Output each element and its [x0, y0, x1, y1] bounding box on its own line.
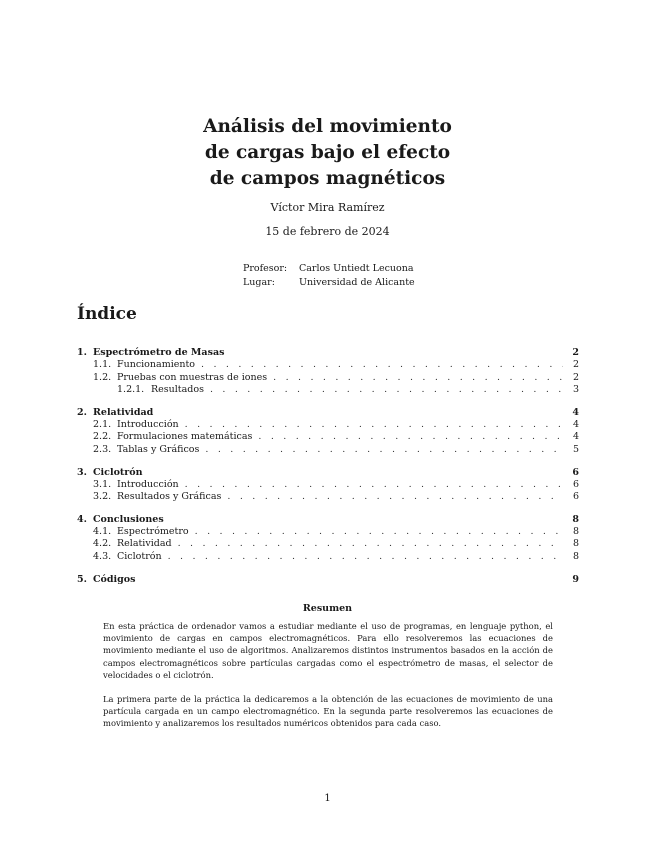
toc-subsection[interactable] [77, 359, 579, 372]
toc-page: 8 [572, 550, 579, 562]
toc-subsection[interactable] [77, 384, 579, 397]
toc-title: Formulaciones matemáticas [117, 431, 253, 443]
toc-page: 8 [572, 538, 579, 550]
toc-subsection[interactable] [77, 551, 579, 564]
toc-number: 3.1. [93, 478, 112, 490]
abstract-title: Resumen [302, 603, 353, 614]
toc-title: Espectrómetro [117, 525, 189, 537]
toc-leader [185, 419, 563, 432]
toc-number: 4.1. [93, 525, 112, 537]
toc-subsection[interactable] [77, 372, 579, 385]
toc-leader [205, 444, 563, 457]
toc-subsection[interactable] [77, 491, 579, 504]
toc-page: 2 [572, 371, 579, 383]
meta-row-professor [243, 262, 415, 276]
toc-title: Ciclotrón [93, 466, 143, 478]
toc-title: Relatividad [93, 406, 154, 418]
abstract [103, 620, 553, 742]
toc-subsection[interactable] [77, 479, 579, 492]
toc-title: Funcionamiento [117, 359, 196, 370]
document-title [0, 114, 655, 192]
toc-page: 3 [572, 384, 579, 396]
toc-number: 1.2. [93, 371, 112, 383]
toc-leader [178, 538, 563, 551]
author: Víctor Mira Ramírez [270, 201, 385, 214]
toc-subsection[interactable] [77, 526, 579, 539]
toc-title: Códigos [93, 573, 136, 585]
toc-section[interactable] [77, 346, 579, 359]
toc-subsection[interactable] [77, 444, 579, 457]
toc-number: 2.1. [93, 418, 112, 430]
toc-title: Resultados y Gráficas [117, 491, 222, 503]
toc-number: 4.2. [93, 538, 112, 550]
toc-number: 2. [77, 406, 87, 418]
toc-title: Tablas y Gráficos [117, 443, 200, 455]
abstract-paragraph-2: La primera parte de la práctica la dedicaremos a la obtención de las ecuaciones de movimiento de una partícula cargada en un campo electromagnético. En la segunda parte resolveremos las ecuaciones de movimiento y analizaremos los resultados numéricos obtenidos para cada caso. [103, 694, 553, 729]
toc-leader [195, 526, 563, 539]
toc-section[interactable] [77, 406, 579, 419]
toc-page: 2 [572, 347, 579, 358]
page-number: 1 [324, 793, 331, 804]
meta-label: Profesor: [243, 263, 288, 274]
toc-subsection[interactable] [77, 419, 579, 432]
toc-subsection[interactable] [77, 431, 579, 444]
meta-row-place [243, 276, 415, 290]
toc-title: Relatividad [117, 538, 172, 550]
toc-number: 2.3. [93, 443, 112, 455]
toc-page: 4 [572, 431, 579, 443]
toc-page: 4 [572, 418, 579, 430]
table-of-contents [77, 344, 579, 586]
toc-title: Conclusiones [93, 513, 164, 525]
toc-number: 1.2.1. [117, 384, 145, 396]
toc-number: 4.3. [93, 550, 112, 562]
toc-section[interactable] [77, 513, 579, 526]
toc-page: 9 [572, 573, 579, 585]
toc-page: 5 [572, 443, 579, 455]
toc-number: 2.2. [93, 431, 112, 443]
toc-page: 4 [572, 406, 579, 418]
abstract-paragraph-1: En esta práctica de ordenador vamos a estudiar mediante el uso de programas, en lenguaje python, el movimiento de cargas en campos electromagnéticos. Para ello resolveremos las ecuaciones de movimiento mediante el uso de algoritmos. Analizaremos distintos instrumentos basados en la acción de campos electromagnéticos sobre partículas cargadas como el espectrómetro de masas, el selector de velocidades o el ciclotrón. [103, 621, 553, 680]
meta-value: Universidad de Alicante [299, 276, 415, 288]
toc-number: 3. [77, 466, 87, 478]
toc-title: Ciclotrón [117, 550, 162, 562]
title-line-2: de cargas bajo el efecto [204, 142, 451, 163]
toc-page: 8 [572, 525, 579, 537]
toc-title: Pruebas con muestras de iones [117, 371, 268, 383]
toc-page: 6 [572, 478, 579, 490]
toc-leader [185, 479, 563, 492]
toc-subsection[interactable] [77, 538, 579, 551]
date: 15 de febrero de 2024 [265, 225, 390, 238]
toc-number: 3.2. [93, 491, 112, 503]
toc-page: 8 [572, 513, 579, 525]
toc-title: Introducción [117, 418, 179, 430]
toc-leader [168, 551, 563, 564]
toc-page: 6 [572, 466, 579, 478]
title-line-1: Análisis del movimiento [203, 116, 452, 137]
toc-title: Resultados [151, 384, 204, 396]
toc-title: Introducción [117, 478, 179, 490]
toc-page: 2 [572, 359, 579, 370]
toc-number: 5. [77, 573, 87, 585]
toc-leader [273, 372, 563, 385]
toc-page: 6 [572, 491, 579, 503]
toc-number: 1. [77, 347, 87, 358]
toc-number: 4. [77, 513, 87, 525]
toc-leader [258, 431, 563, 444]
toc-number: 1.1. [93, 359, 112, 370]
toc-title: Espectrómetro de Masas [93, 347, 225, 358]
meta-value: Carlos Untiedt Lecuona [299, 263, 414, 274]
toc-section[interactable] [77, 466, 579, 479]
toc-section[interactable] [77, 573, 579, 586]
title-line-3: de campos magnéticos [209, 168, 446, 189]
toc-heading: Índice [77, 304, 137, 324]
toc-leader [210, 384, 563, 397]
meta-block [243, 262, 415, 289]
toc-leader [227, 491, 563, 504]
toc-leader [201, 359, 563, 372]
meta-label: Lugar: [243, 276, 275, 288]
